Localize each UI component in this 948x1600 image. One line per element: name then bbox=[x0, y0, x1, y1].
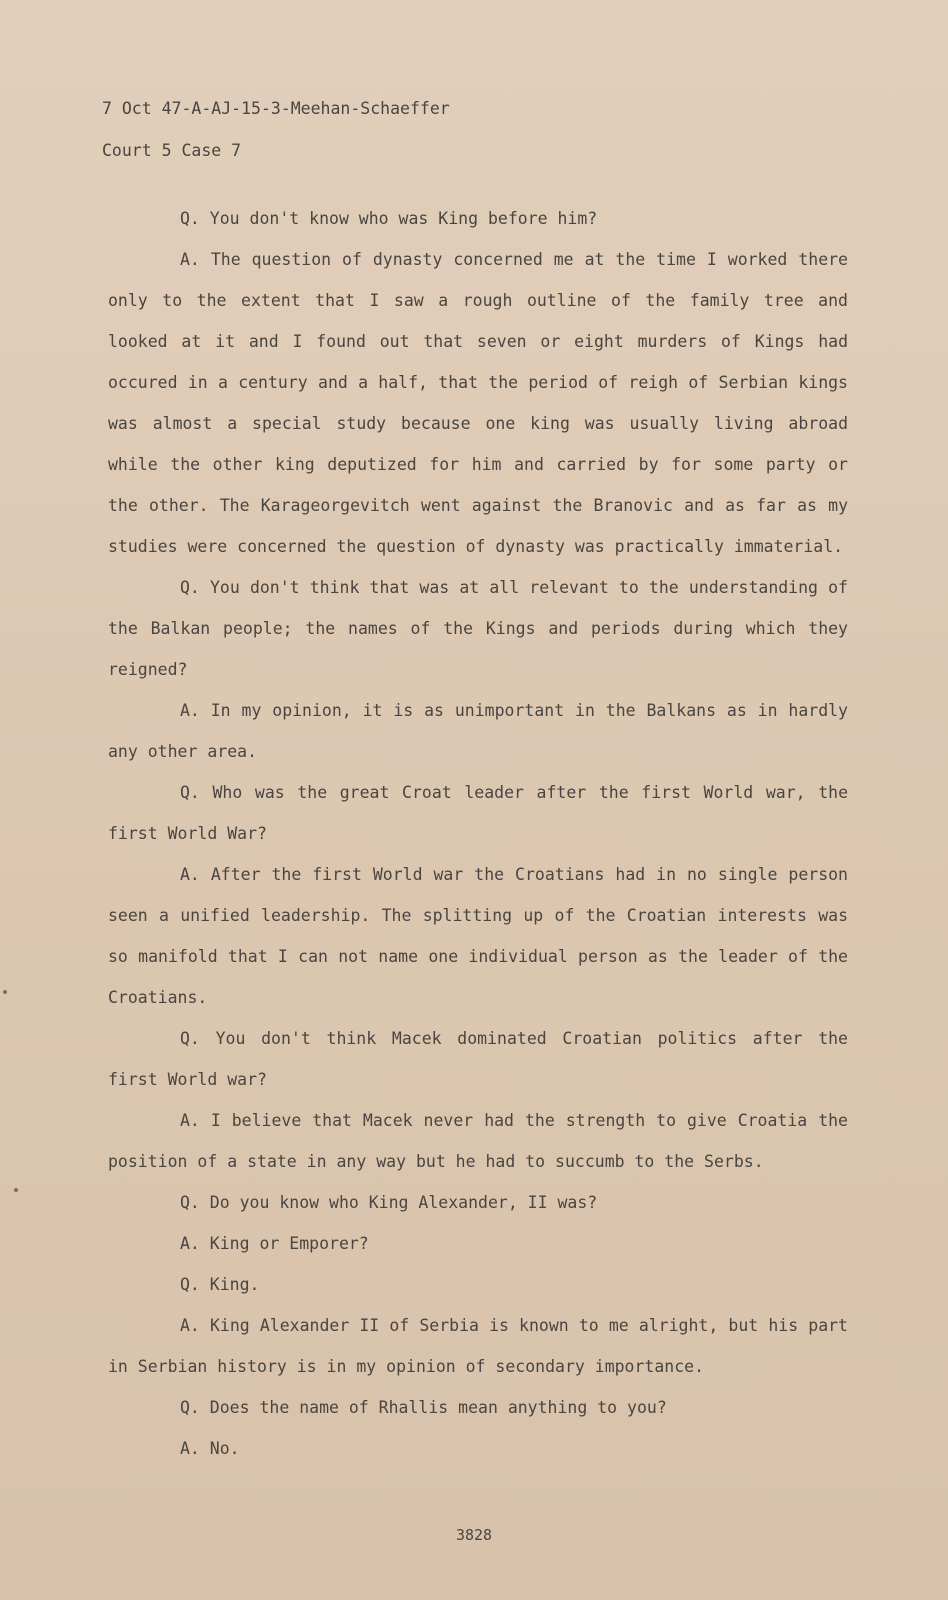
transcript-paragraph: Q. You don't think Macek dominated Croatian politics after the first World war? bbox=[108, 1029, 848, 1089]
document-header bbox=[102, 88, 450, 172]
paper-speck bbox=[3, 990, 7, 994]
transcript-paragraph: A. After the first World war the Croatians had in no single person seen a unified leadership. The splitting up of the Croatian interests was so manifold that I can not name one individual person as the leader of the Croatians. bbox=[108, 865, 848, 1007]
transcript-paragraph: Q. You don't think that was at all relevant to the understanding of the Balkan people; the names of the Kings and periods during which they reigned? bbox=[108, 578, 848, 679]
transcript-paragraph: Q. King. bbox=[180, 1275, 260, 1294]
transcript-paragraph: A. I believe that Macek never had the strength to give Croatia the position of a state in any way but he had to succumb to the Serbs. bbox=[108, 1111, 848, 1171]
transcript-paragraph: A. The question of dynasty concerned me at the time I worked there only to the extent that I saw a rough outline of the family tree and looked at it and I found out that seven or eight murders of Kings had occured in a century and a half, that the period of reigh of Serbian kings was almost a special study because one king was usually living abroad while the other king deputized for him and carried by for some party or the other. The Karageorgevitch went against the Branovic and as far as my studies were concerned the question of dynasty was practically immaterial. bbox=[108, 250, 848, 556]
transcript-paragraph: Q. Who was the great Croat leader after the first World war, the first World War? bbox=[108, 783, 848, 843]
transcript-paragraph: Q. Do you know who King Alexander, II was? bbox=[180, 1193, 598, 1212]
transcript-paragraph: A. No. bbox=[180, 1439, 240, 1458]
transcript-paragraph: Q. You don't know who was King before him? bbox=[180, 209, 598, 228]
transcript-paragraph: A. King Alexander II of Serbia is known to me alright, but his part in Serbian history is in my opinion of secondary importance. bbox=[108, 1316, 848, 1376]
transcript-paragraph: Q. Does the name of Rhallis mean anything to you? bbox=[180, 1398, 667, 1417]
header-reference-line: 7 Oct 47-A-AJ-15-3-Meehan-Schaeffer bbox=[102, 99, 450, 118]
transcript-paragraph: A. King or Emporer? bbox=[180, 1234, 369, 1253]
transcript-paragraph: A. In my opinion, it is as unimportant in the Balkans as in hardly any other area. bbox=[108, 701, 848, 761]
page-number: 3828 bbox=[455, 1526, 493, 1544]
transcript-body bbox=[108, 198, 848, 1469]
paper-speck bbox=[14, 1188, 18, 1192]
header-court-line: Court 5 Case 7 bbox=[102, 141, 242, 160]
